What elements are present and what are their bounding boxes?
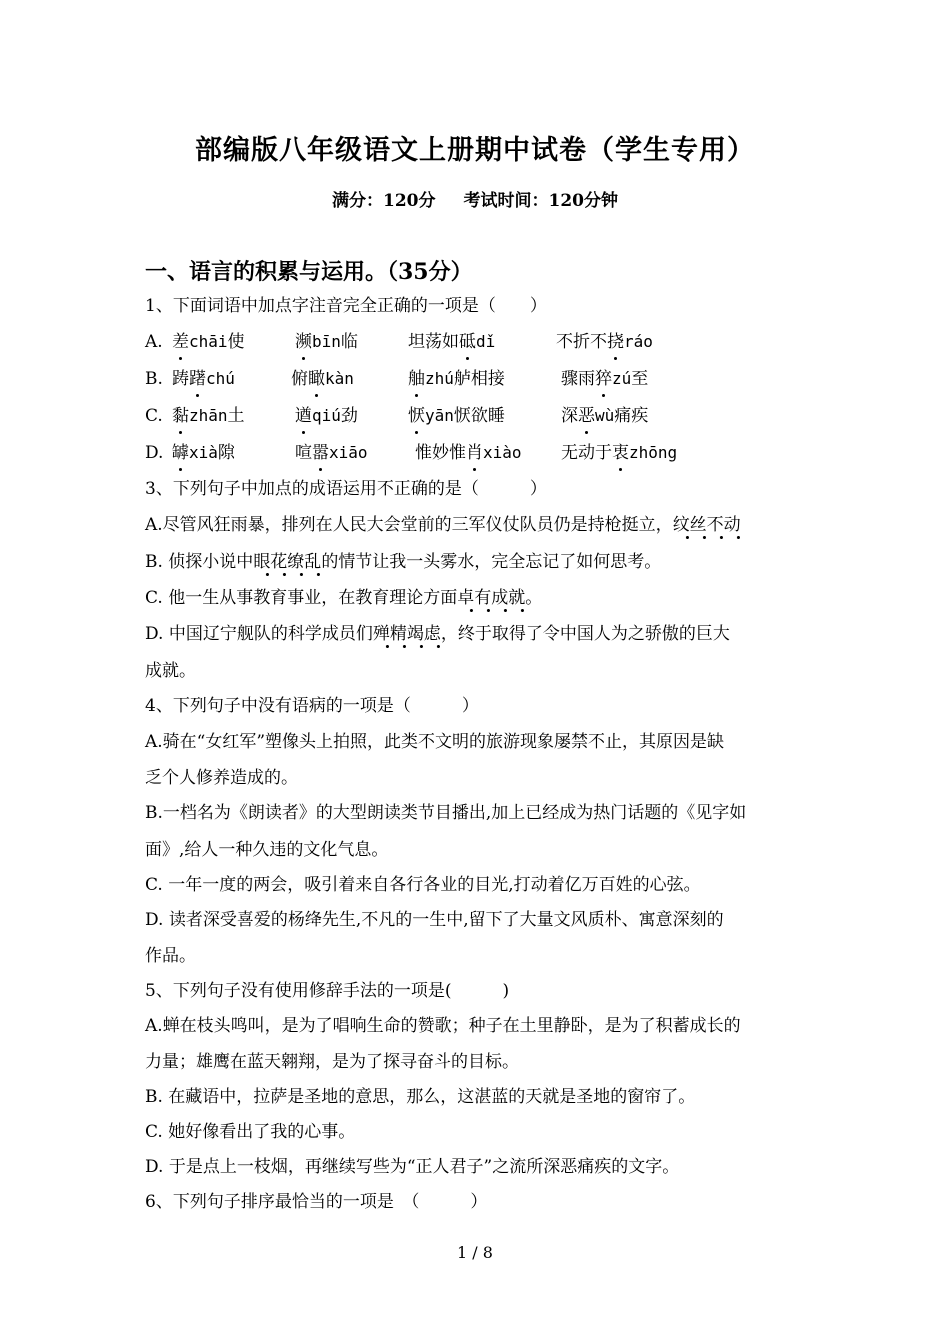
q5-option-b: B. 在藏语中，拉萨是圣地的意思，那么，这湛蓝的天就是圣地的窗帘了。 [145,1087,696,1107]
q3-option-d-line-1: D. 中国辽宁舰队的科学成员们殚精竭虑，终于取得了令中国人为之骄傲的巨大 [145,622,810,646]
q3-option-d-line-2: 成就。 [145,661,196,681]
q1-c-word-4: 深恶wù痛疾 [561,406,649,426]
question-6-stem: 6、下列句子排序最恰当的一项是 （ ） [145,1192,488,1212]
q4-option-a-line-1: A.骑在“女红军”塑像头上拍照，此类不文明的旅游现象屡禁不止，其原因是缺 [145,732,725,752]
q1-b-word-3: 舳zhú舻相接 [408,369,505,389]
full-score: 满分：120分 [332,191,436,211]
section-heading: 一、语言的积累与运用。（35分） [145,259,473,285]
q1-a-word-1: 差chāi使 [172,332,245,352]
question-3-stem: 3、下列句子中加点的成语运用不正确的是（ ） [145,479,547,499]
exam-page: 部编版八年级语文上册期中试卷（学生专用） 满分：120分 考试时间：120分钟 一、语言的积累与运用。（35分） 1、下面词语中加点字注音完全正确的一项是（ ） A. 差chāi使 濒bīn临 坦荡如砥dǐ 不折不挠ráo B. 踌躇chú 俯瞰kàn 舳zhú舻相接 骤雨猝zú至 C. 黏zhān土 遒qiú劲 恹yān恹欲睡 深恶wù痛疾 D. 罅xià隙 喧嚣xiāo 惟妙惟肖xiào 无动于衷zhōng 3、下列句子中加点的成语运用不正确的是（ ） A.尽管风狂雨暴，排列在人民大会堂前的三军仪仗队员仍是持枪挺立，纹丝不动 B. 侦探小说中眼花缭乱的情节让我一头雾水，完全忘记了如何思考。 C. 他一生从事教育事业，在教育理论方面卓有成就。 D. 中国辽宁舰队的科学成员们殚精竭虑，终于取得了令中国人为之骄傲的巨大 成就。 4、下列句子中没有语病的一项是（ ） A.骑在“女红军”塑像头上拍照，此类不文明的旅游现象屡禁不止，其原因是缺 乏个人修养造成的。 B.一档名为《朗读者》的大型朗读类节目播出,加上已经成为热门话题的《见字如 面》,给人一种久违的文化气息。 C. 一年一度的两会，吸引着来自各行各业的目光,打动着亿万百姓的心弦。 D. 读者深受喜爱的杨绛先生,不凡的一生中,留下了大量文风质朴、寓意深刻的 作品。 5、下列句子没有使用修辞手法的一项是( ) A.蝉在枝头鸣叫，是为了唱响生命的赞歌；种子在土里静卧，是为了积蓄成长的 力量；雄鹰在蓝天翱翔，是为了探寻奋斗的目标。 B. 在藏语中，拉萨是圣地的意思，那么，这湛蓝的天就是圣地的窗帘了。 C. 她好像看出了我的心事。 D. 于是点上一枝烟，再继续写些为“正人君子”之流所深恶痛疾的文字。 6、下列句子排序最恰当的一项是 （ ） 1 / 8 [0,0,950,1344]
q1-c-word-1: 黏zhān土 [172,406,245,426]
q1-d-word-3: 惟妙惟肖xiào [415,443,522,463]
q3-option-c: C. 他一生从事教育事业，在教育理论方面卓有成就。 [145,586,810,610]
q4-option-b-line-2: 面》,给人一种久违的文化气息。 [145,840,389,860]
q1-b-word-2: 俯瞰kàn [291,369,354,389]
q4-option-d-line-2: 作品。 [145,946,196,966]
q1-a-word-4: 不折不挠ráo [556,332,653,352]
q4-option-a-line-2: 乏个人修养造成的。 [145,768,298,788]
q1-d-word-2: 喧嚣xiāo [295,443,368,463]
exam-info [0,186,950,211]
q3-option-a: A.尽管风狂雨暴，排列在人民大会堂前的三军仪仗队员仍是持枪挺立，纹丝不动 [145,513,810,537]
q1-c-word-3: 恹yān恹欲睡 [408,406,505,426]
q5-option-a-line-1: A.蝉在枝头鸣叫，是为了唱响生命的赞歌；种子在土里静卧，是为了积蓄成长的 [145,1016,741,1036]
q4-option-b-line-1: B.一档名为《朗读者》的大型朗读类节目播出,加上已经成为热门话题的《见字如 [145,803,747,823]
question-4-stem: 4、下列句子中没有语病的一项是（ ） [145,696,479,716]
question-1-stem: 1、下面词语中加点字注音完全正确的一项是（ ） [145,296,547,316]
q1-a-word-2: 濒bīn临 [295,332,358,352]
q5-option-c: C. 她好像看出了我的心事。 [145,1122,356,1142]
q1-d-word-4: 无动于衷zhōng [561,443,678,463]
page-number: 1 / 8 [457,1243,493,1262]
q1-b-word-4: 骤雨猝zú至 [561,369,649,389]
q1-b-word-1: 踌躇chú [172,369,235,389]
exam-time: 考试时间：120分钟 [463,191,618,211]
q4-option-d-line-1: D. 读者深受喜爱的杨绛先生,不凡的一生中,留下了大量文风质朴、寓意深刻的 [145,910,724,930]
q3-option-b: B. 侦探小说中眼花缭乱的情节让我一头雾水，完全忘记了如何思考。 [145,550,810,574]
q5-option-d: D. 于是点上一枝烟，再继续写些为“正人君子”之流所深恶痛疾的文字。 [145,1157,680,1177]
q4-option-c: C. 一年一度的两会，吸引着来自各行各业的目光,打动着亿万百姓的心弦。 [145,875,701,895]
q5-option-a-line-2: 力量；雄鹰在蓝天翱翔，是为了探寻奋斗的目标。 [145,1052,519,1072]
question-5-stem: 5、下列句子没有使用修辞手法的一项是( ) [145,981,510,1001]
page-title: 部编版八年级语文上册期中试卷（学生专用） [195,135,755,166]
q1-a-word-3: 坦荡如砥dǐ [408,332,496,352]
q1-c-word-2: 遒qiú劲 [295,406,358,426]
q1-d-word-1: 罅xià隙 [172,443,235,463]
